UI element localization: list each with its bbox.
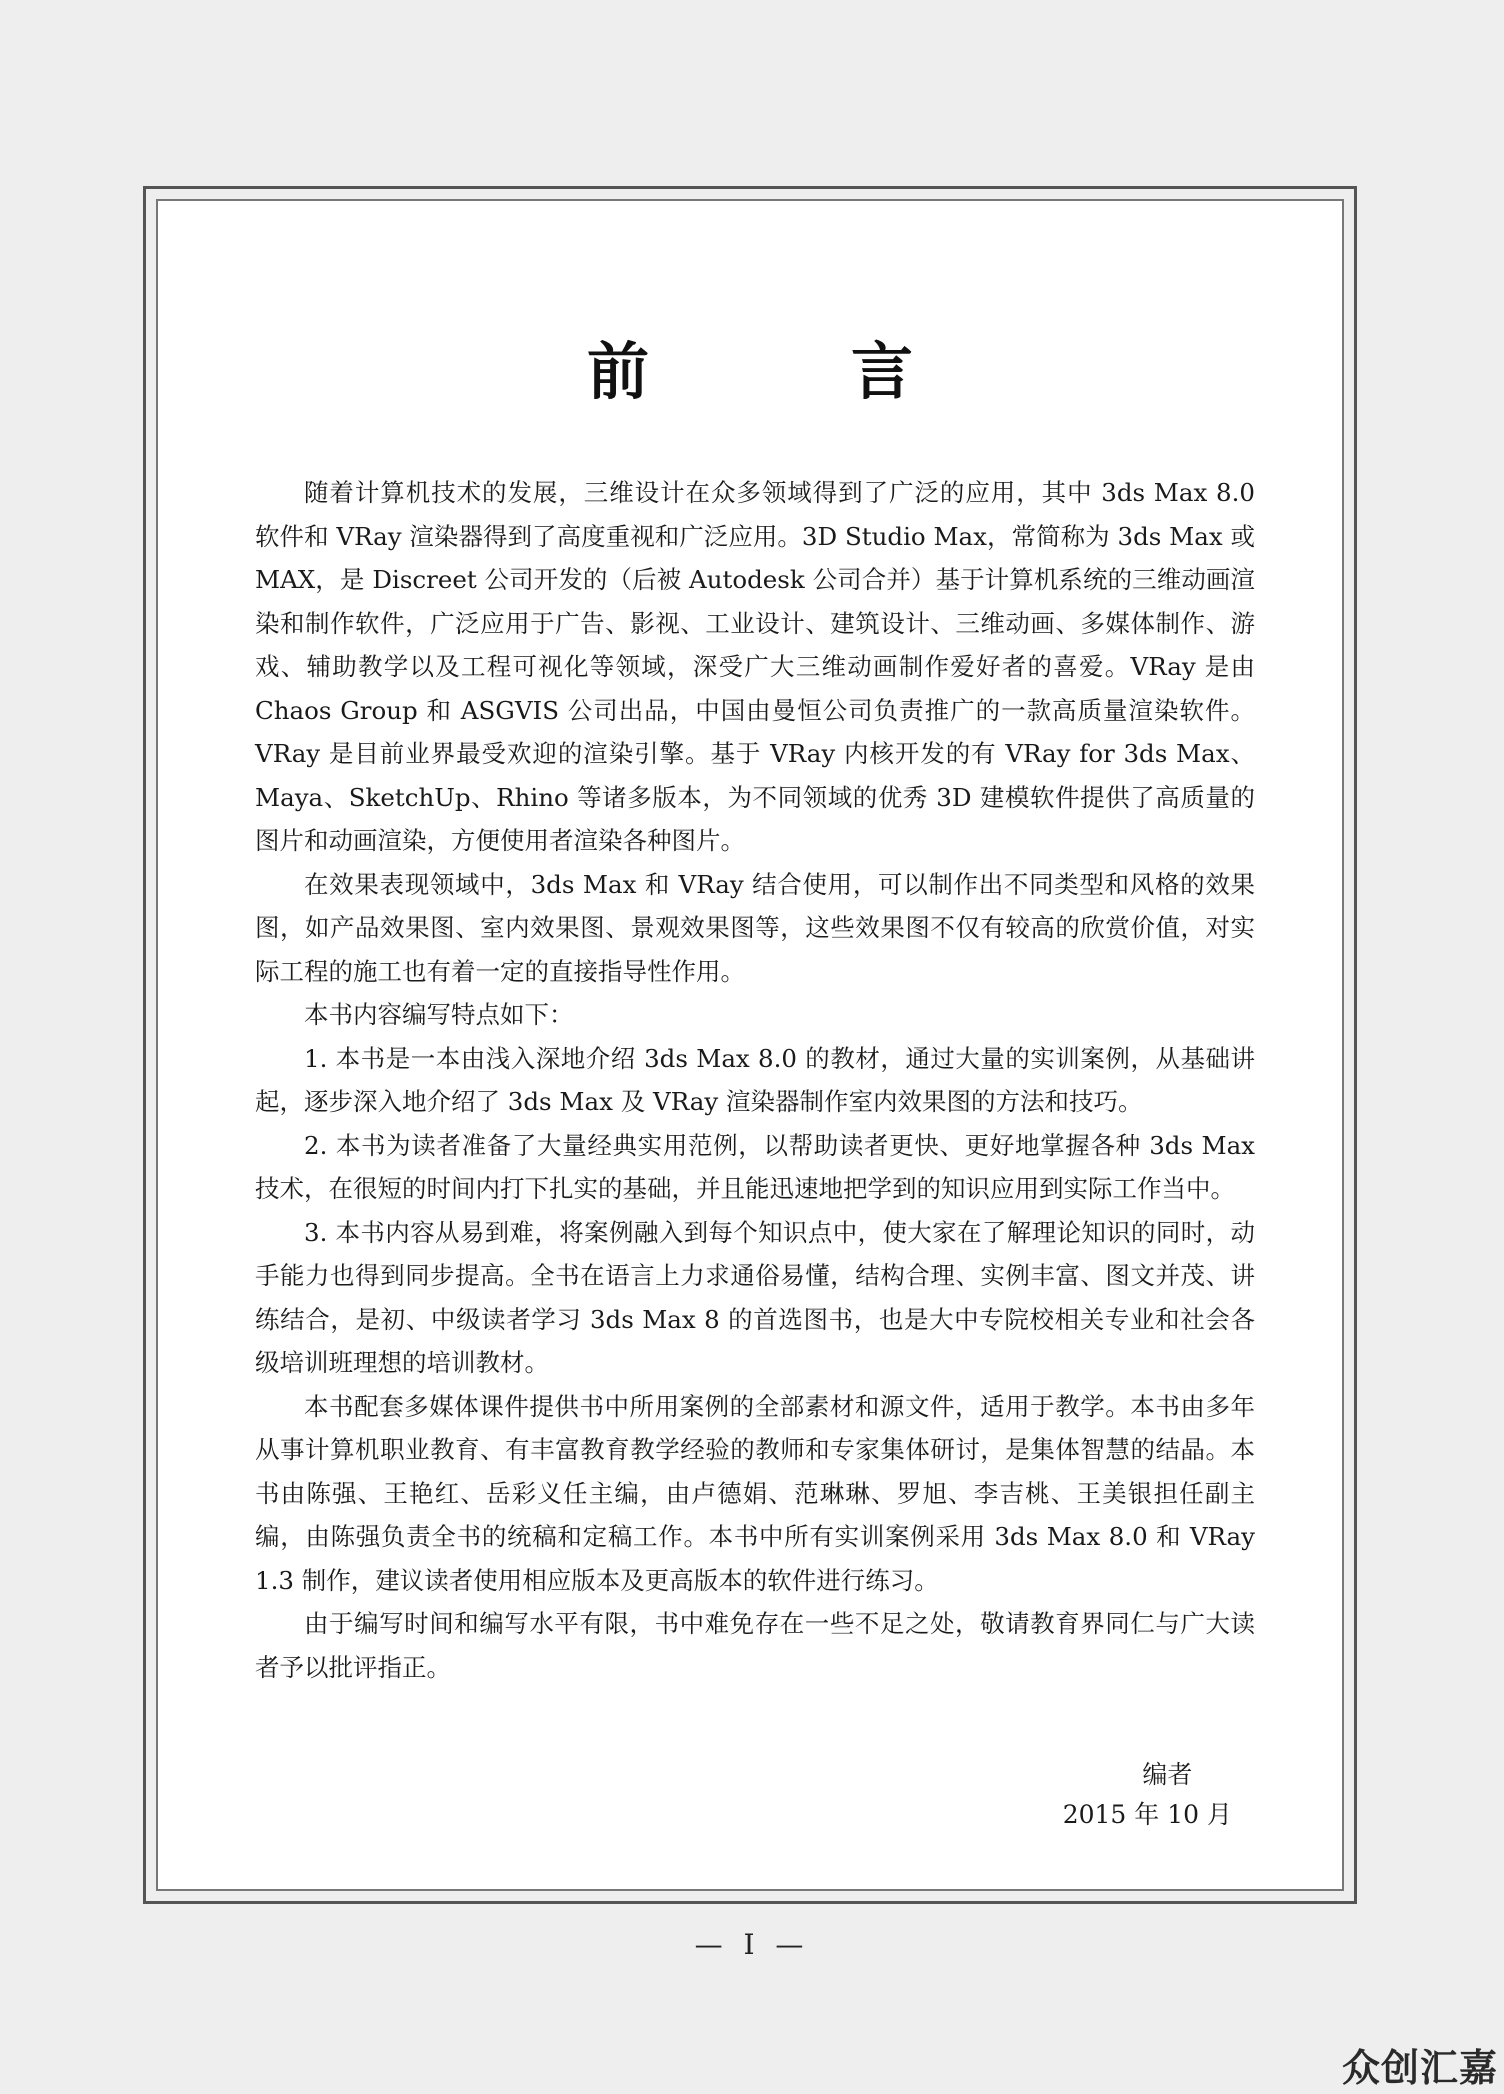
- signature-date: 2015 年 10 月: [1062, 1800, 1232, 1829]
- paragraph: 2. 本书为读者准备了大量经典实用范例，以帮助读者更快、更好地掌握各种 3ds Max 技术，在很短的时间内打下扎实的基础，并且能迅速地把学到的知识应用到实际工作当中。: [255, 1130, 1255, 1203]
- preface-body: [255, 471, 1255, 1689]
- paragraph: 3. 本书内容从易到难，将案例融入到每个知识点中，使大家在了解理论知识的同时，动手能力也得到同步提高。全书在语言上力求通俗易懂，结构合理、实例丰富、图文并茂、讲练结合，是初、中级读者学习 3ds Max 8 的首选图书，也是大中专院校相关专业和社会各级培训班理想的培训教材。: [255, 1217, 1255, 1377]
- page-border-inner: [156, 199, 1344, 1891]
- paragraph: 由于编写时间和编写水平有限，书中难免存在一些不足之处，敬请教育界同仁与广大读者予以批评指正。: [255, 1609, 1255, 1682]
- paragraph: 随着计算机技术的发展，三维设计在众多领域得到了广泛的应用，其中 3ds Max 8.0 软件和 VRay 渲染器得到了高度重视和广泛应用。3D Studio Max，常简称为 3ds Max 或 MAX，是 Discreet 公司开发的（后被 Autodesk 公司合并）基于计算机系统的三维动画渲染和制作软件，广泛应用于广告、影视、工业设计、建筑设计、三维动画、多媒体制作、游戏、辅助教学以及工程可视化等领域，深受广大三维动画制作爱好者的喜爱。VRay 是由 Chaos Group 和 ASGVIS 公司出品，中国由曼恒公司负责推广的一款高质量渲染软件。VRay 是目前业界最受欢迎的渲染引擎。基于 VRay 内核开发的有 VRay for 3ds Max、Maya、SketchUp、Rhino 等诸多版本，为不同领域的优秀 3D 建模软件提供了高质量的图片和动画渲染，方便使用者渲染各种图片。: [255, 478, 1255, 855]
- watermark-logo: 众创汇嘉: [1341, 2046, 1498, 2090]
- paragraph: 1. 本书是一本由浅入深地介绍 3ds Max 8.0 的教材，通过大量的实训案例，从基础讲起，逐步深入地介绍了 3ds Max 及 VRay 渲染器制作室内效果图的方法和技巧。: [255, 1043, 1255, 1116]
- page-number: — I —: [694, 1928, 810, 1961]
- signature-author: 编者: [1142, 1760, 1193, 1789]
- page-border-outer: [143, 186, 1357, 1904]
- paragraph: 本书内容编写特点如下：: [304, 1000, 574, 1029]
- signature-block: [1063, 1755, 1232, 1835]
- paragraph: 本书配套多媒体课件提供书中所用案例的全部素材和源文件，适用于教学。本书由多年从事计算机职业教育、有丰富教育教学经验的教师和专家集体研讨，是集体智慧的结晶。本书由陈强、王艳红、岳彩义任主编，由卢德娟、范琳琳、罗旭、李吉桃、王美银担任副主编，由陈强负责全书的统稿和定稿工作。本书中所有实训案例采用 3ds Max 8.0 和 VRay 1.3 制作，建议读者使用相应版本及更高版本的软件进行练习。: [255, 1391, 1255, 1595]
- paragraph: 在效果表现领域中，3ds Max 和 VRay 结合使用，可以制作出不同类型和风格的效果图，如产品效果图、室内效果图、景观效果图等，这些效果图不仅有较高的欣赏价值，对实际工程的施工也有着一定的直接指导性作用。: [255, 869, 1255, 986]
- page-title: 前 言: [586, 335, 983, 408]
